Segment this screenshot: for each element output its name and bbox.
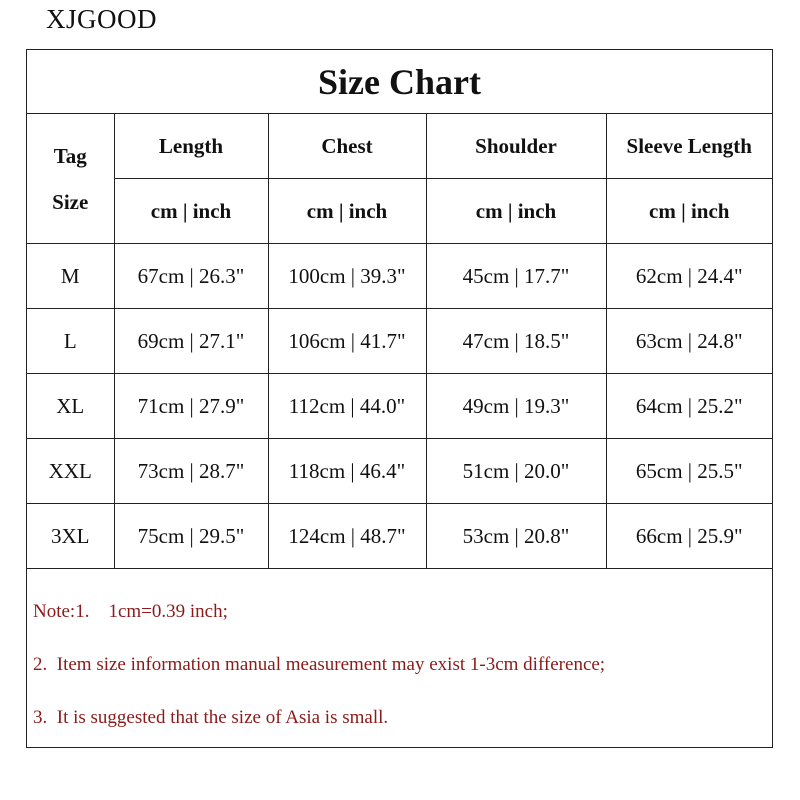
note-1: Note:1. 1cm=0.39 inch; — [33, 601, 228, 622]
sleeve-length-cell: 66cm | 25.9" — [606, 504, 772, 569]
size-cell: XXL — [27, 439, 114, 504]
shoulder-cell: 47cm | 18.5" — [426, 309, 606, 374]
chest-cell: 124cm | 48.7" — [268, 504, 426, 569]
sleeve-length-cell: 65cm | 25.5" — [606, 439, 772, 504]
table-row — [27, 309, 772, 374]
unit-label: cm | inch — [606, 179, 772, 244]
shoulder-cell: 51cm | 20.0" — [426, 439, 606, 504]
sleeve-length-cell: 63cm | 24.8" — [606, 309, 772, 374]
table-row — [27, 504, 772, 569]
unit-label: cm | inch — [114, 179, 268, 244]
table-row — [27, 374, 772, 439]
shoulder-cell: 45cm | 17.7" — [426, 244, 606, 309]
column-header-shoulder: Shoulder — [426, 114, 606, 179]
size-table — [27, 114, 772, 569]
column-header-chest: Chest — [268, 114, 426, 179]
chest-cell: 100cm | 39.3" — [268, 244, 426, 309]
chest-cell: 112cm | 44.0" — [268, 374, 426, 439]
brand-logo-text: XJGOOD — [46, 4, 157, 34]
chest-cell: 106cm | 41.7" — [268, 309, 426, 374]
note-3: 3. It is suggested that the size of Asia is small. — [33, 707, 389, 728]
chart-title: Size Chart — [27, 50, 772, 114]
length-cell: 73cm | 28.7" — [114, 439, 268, 504]
size-cell: M — [27, 244, 114, 309]
length-cell: 69cm | 27.1" — [114, 309, 268, 374]
notes-section — [27, 568, 772, 748]
shoulder-cell: 53cm | 20.8" — [426, 504, 606, 569]
sleeve-length-cell: 64cm | 25.2" — [606, 374, 772, 439]
size-cell: XL — [27, 374, 114, 439]
unit-label: cm | inch — [268, 179, 426, 244]
chest-cell: 118cm | 46.4" — [268, 439, 426, 504]
column-header-sleeve-length: Sleeve Length — [606, 114, 772, 179]
length-cell: 71cm | 27.9" — [114, 374, 268, 439]
table-row — [27, 439, 772, 504]
length-cell: 75cm | 29.5" — [114, 504, 268, 569]
size-cell: 3XL — [27, 504, 114, 569]
unit-label: cm | inch — [426, 179, 606, 244]
length-cell: 67cm | 26.3" — [114, 244, 268, 309]
sleeve-length-cell: 62cm | 24.4" — [606, 244, 772, 309]
size-cell: L — [27, 309, 114, 374]
shoulder-cell: 49cm | 19.3" — [426, 374, 606, 439]
tag-size-label-line1: Tag — [53, 143, 87, 168]
tag-size-header — [27, 114, 114, 244]
column-header-length: Length — [114, 114, 268, 179]
table-row — [27, 244, 772, 309]
note-2: 2. Item size information manual measurement may exist 1-3cm difference; — [33, 654, 606, 675]
size-chart-frame — [26, 49, 773, 748]
tag-size-label-line2: Size — [52, 189, 89, 214]
